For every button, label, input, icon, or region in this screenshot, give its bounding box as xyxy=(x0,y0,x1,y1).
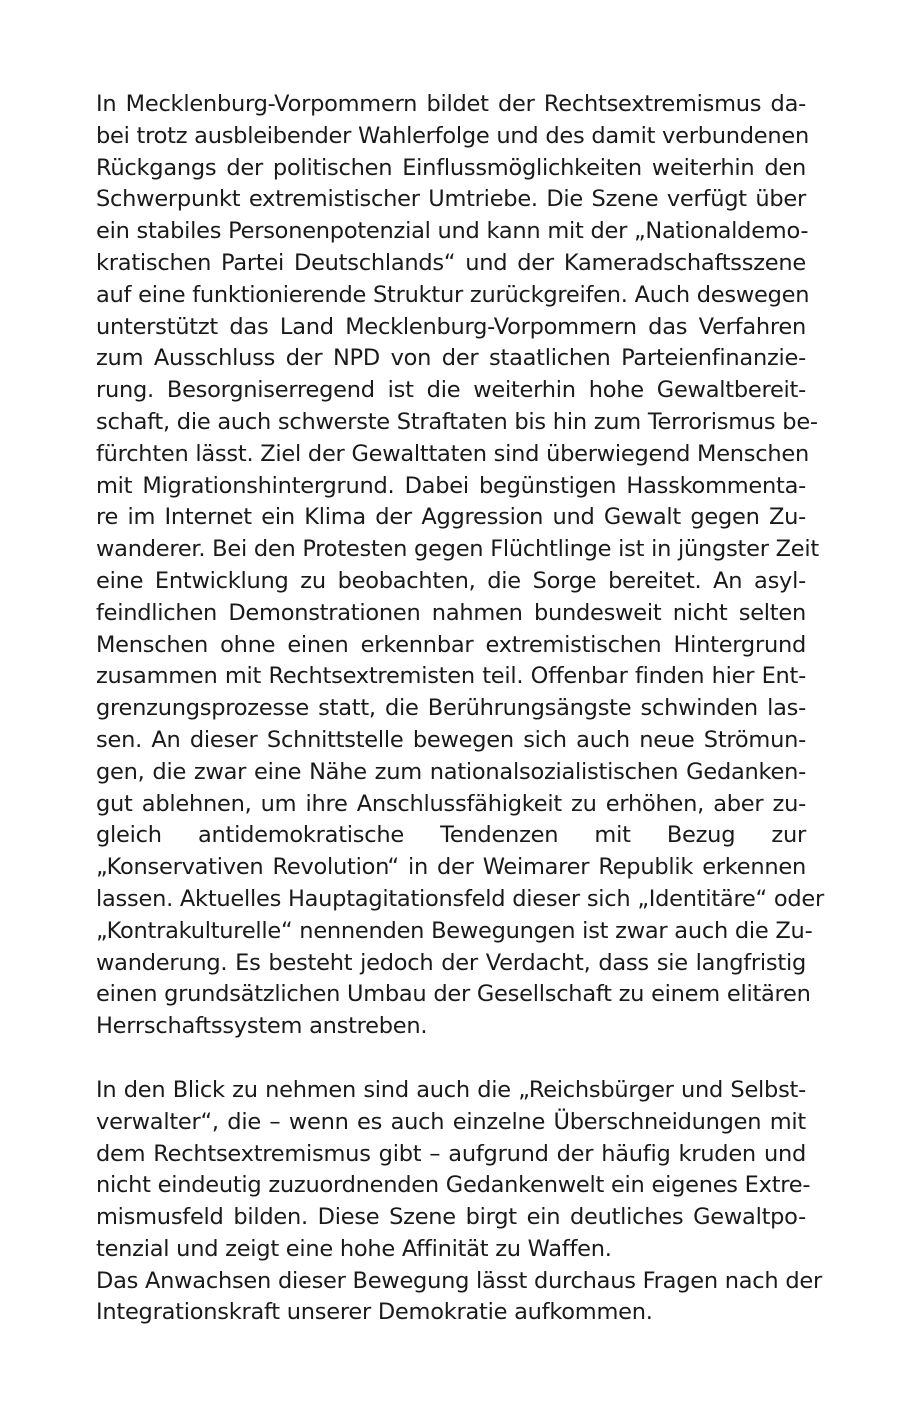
text-line: tenzial und zeigt eine hohe Affinität zu Waffen. xyxy=(96,1235,612,1262)
text-line: auf eine funktionierende Struktur zurückgreifen. Auch deswegen xyxy=(96,281,810,308)
text-line: zusammen mit Rechtsextremisten teil. Offenbar finden hier Ent- xyxy=(96,663,806,690)
text-line: einen grundsätzlichen Umbau der Gesellschaft zu einem elitären xyxy=(96,981,811,1008)
text-line: lassen. Aktuelles Hauptagitationsfeld dieser sich „Identitäre“ oder xyxy=(96,885,824,912)
text-line: gut ablehnen, um ihre Anschlussfähigkeit zu erhöhen, aber zu- xyxy=(96,790,806,817)
text-line: bei trotz ausbleibender Wahlerfolge und des damit verbundenen xyxy=(96,122,810,149)
text-line: gleich antidemokratische Tendenzen mit Bezug zur xyxy=(96,822,806,849)
text-line: „Kontrakulturelle“ nennenden Bewegungen ist zwar auch die Zu- xyxy=(96,917,813,944)
paragraph-3 xyxy=(96,1266,822,1330)
text-line: In den Blick zu nehmen sind auch die „Reichsbürger und Selbst- xyxy=(96,1076,806,1103)
text-line: kratischen Partei Deutschlands“ und der Kameradschaftsszene xyxy=(96,249,806,276)
text-line: „Konservativen Revolution“ in der Weimarer Republik erkennen xyxy=(96,854,806,881)
text-line: sen. An dieser Schnittstelle bewegen sich auch neue Strömun- xyxy=(96,726,806,753)
text-line: fürchten lässt. Ziel der Gewalttaten sind überwiegend Menschen xyxy=(96,440,810,467)
text-line: Herrschaftssystem anstreben. xyxy=(96,1013,428,1040)
text-line: wanderung. Es besteht jedoch der Verdacht, dass sie langfristig xyxy=(96,949,806,976)
text-line: feindlichen Demonstrationen nahmen bundesweit nicht selten xyxy=(96,599,806,626)
text-line: grenzungsprozesse statt, die Berührungsängste schwinden las- xyxy=(96,695,806,722)
text-line: unterstützt das Land Mecklenburg-Vorpommern das Verfahren xyxy=(96,313,806,340)
text-line: gen, die zwar eine Nähe zum nationalsozialistischen Gedanken- xyxy=(96,758,806,785)
text-line: dem Rechtsextremismus gibt – aufgrund der häufig kruden und xyxy=(96,1140,806,1167)
text-line: ein stabiles Personenpotenzial und kann mit der „Nationaldemo- xyxy=(96,218,809,245)
text-line: Rückgangs der politischen Einflussmöglichkeiten weiterhin den xyxy=(96,154,806,181)
text-line: verwalter“, die – wenn es auch einzelne Überschneidungen mit xyxy=(96,1108,806,1135)
text-line: rung. Besorgniserregend ist die weiterhin hohe Gewaltbereit- xyxy=(96,377,806,404)
text-line: schaft, die auch schwerste Straftaten bis hin zum Terrorismus be- xyxy=(96,408,818,435)
text-line: eine Entwicklung zu beobachten, die Sorge bereitet. An asyl- xyxy=(96,567,806,594)
text-line: mit Migrationshintergrund. Dabei begünstigen Hasskommenta- xyxy=(96,472,806,499)
text-line: Menschen ohne einen erkennbar extremistischen Hintergrund xyxy=(96,631,806,658)
text-line: In Mecklenburg-Vorpommern bildet der Rechtsextremismus da- xyxy=(96,91,806,117)
text-line: wanderer. Bei den Protesten gegen Flüchtlinge ist in jüngster Zeit xyxy=(96,536,819,563)
text-line: Integrationskraft unserer Demokratie aufkommen. xyxy=(96,1299,653,1326)
text-line: Schwerpunkt extremistischer Umtriebe. Die Szene verfügt über xyxy=(96,186,806,213)
text-line: zum Ausschluss der NPD von der staatlichen Parteienfinanzie- xyxy=(96,345,806,372)
text-line: re im Internet ein Klima der Aggression und Gewalt gegen Zu- xyxy=(96,504,806,531)
paragraph-2 xyxy=(96,1075,811,1266)
text-line: mismusfeld bilden. Diese Szene birgt ein deutliches Gewaltpo- xyxy=(96,1204,806,1231)
paragraph-1 xyxy=(96,89,824,1043)
text-line: Das Anwachsen dieser Bewegung lässt durchaus Fragen nach der xyxy=(96,1267,822,1294)
text-line: nicht eindeutig zuzuordnenden Gedankenwelt ein eigenes Extre- xyxy=(96,1172,811,1199)
paragraph-gap xyxy=(96,1043,806,1075)
document-page xyxy=(96,89,824,1329)
